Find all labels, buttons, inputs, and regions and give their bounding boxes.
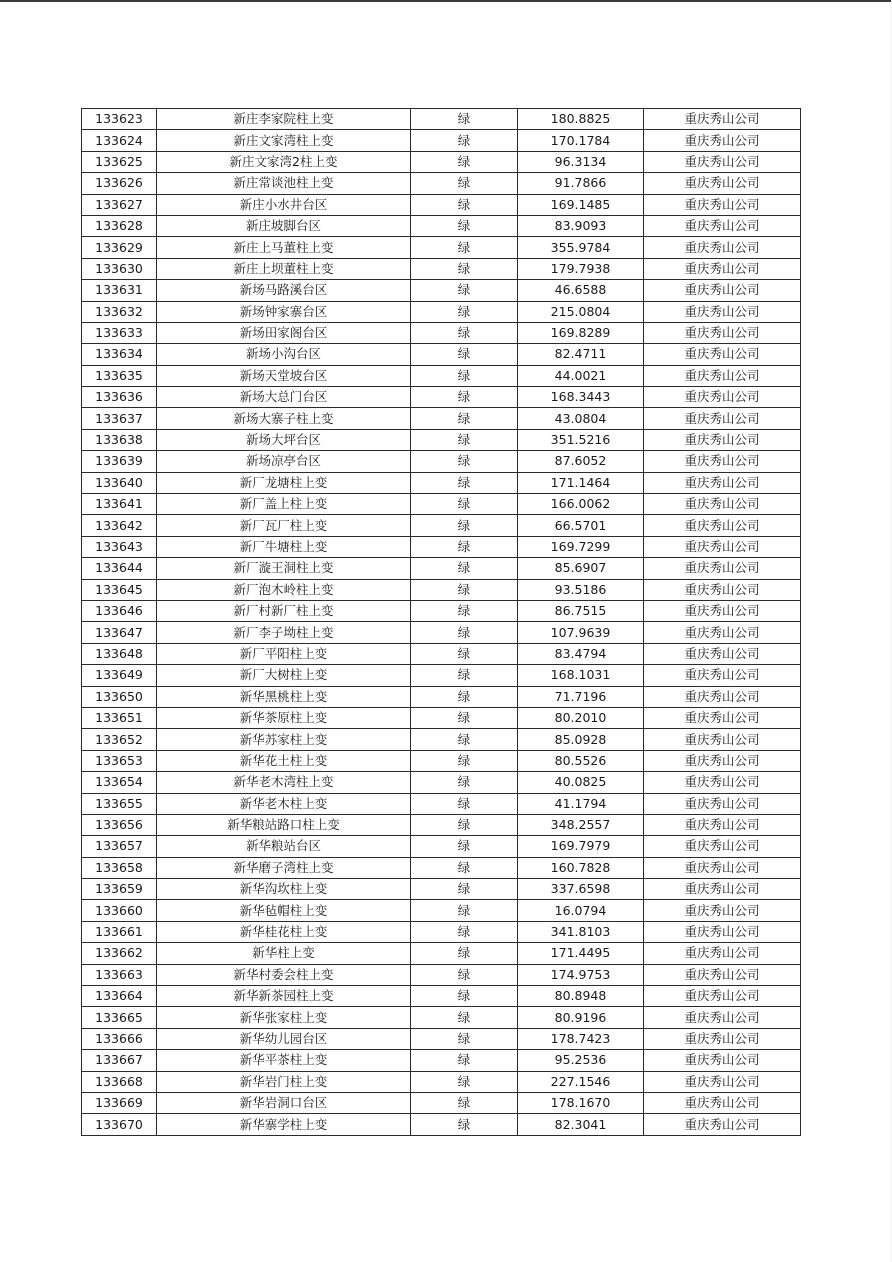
station-name-cell: 新场小沟台区 — [157, 344, 411, 365]
status-cell: 绿 — [411, 686, 518, 707]
value-cell: 85.6907 — [518, 558, 644, 579]
status-cell: 绿 — [411, 1092, 518, 1113]
status-cell: 绿 — [411, 365, 518, 386]
station-name-cell: 新华毡帽柱上变 — [157, 900, 411, 921]
value-cell: 87.6052 — [518, 451, 644, 472]
company-cell: 重庆秀山公司 — [644, 558, 801, 579]
station-name-cell: 新场大坪台区 — [157, 429, 411, 450]
station-name-cell: 新场田家阁台区 — [157, 322, 411, 343]
value-cell: 355.9784 — [518, 237, 644, 258]
company-cell: 重庆秀山公司 — [644, 322, 801, 343]
status-cell: 绿 — [411, 793, 518, 814]
station-name-cell: 新华粮站台区 — [157, 836, 411, 857]
row-id-cell: 133630 — [82, 258, 157, 279]
substation-table — [81, 108, 801, 1136]
row-id-cell: 133669 — [82, 1092, 157, 1113]
table-row — [82, 173, 801, 194]
station-name-cell: 新场凉亭台区 — [157, 451, 411, 472]
value-cell: 71.7196 — [518, 686, 644, 707]
row-id-cell: 133658 — [82, 857, 157, 878]
table-row — [82, 921, 801, 942]
value-cell: 180.8825 — [518, 109, 644, 130]
status-cell: 绿 — [411, 494, 518, 515]
row-id-cell: 133663 — [82, 964, 157, 985]
table-row — [82, 515, 801, 536]
value-cell: 215.0804 — [518, 301, 644, 322]
row-id-cell: 133659 — [82, 879, 157, 900]
table-row — [82, 365, 801, 386]
company-cell: 重庆秀山公司 — [644, 1028, 801, 1049]
company-cell: 重庆秀山公司 — [644, 986, 801, 1007]
status-cell: 绿 — [411, 215, 518, 236]
status-cell: 绿 — [411, 1050, 518, 1071]
status-cell: 绿 — [411, 536, 518, 557]
row-id-cell: 133660 — [82, 900, 157, 921]
table-row — [82, 707, 801, 728]
table-row — [82, 643, 801, 664]
table-row — [82, 258, 801, 279]
value-cell: 171.1464 — [518, 472, 644, 493]
company-cell: 重庆秀山公司 — [644, 109, 801, 130]
status-cell: 绿 — [411, 258, 518, 279]
company-cell: 重庆秀山公司 — [644, 194, 801, 215]
station-name-cell: 新华新茶园柱上变 — [157, 986, 411, 1007]
company-cell: 重庆秀山公司 — [644, 365, 801, 386]
status-cell: 绿 — [411, 750, 518, 771]
value-cell: 44.0021 — [518, 365, 644, 386]
status-cell: 绿 — [411, 130, 518, 151]
station-name-cell: 新华幼儿园台区 — [157, 1028, 411, 1049]
station-name-cell: 新华柱上变 — [157, 943, 411, 964]
company-cell: 重庆秀山公司 — [644, 237, 801, 258]
row-id-cell: 133657 — [82, 836, 157, 857]
status-cell: 绿 — [411, 558, 518, 579]
company-cell: 重庆秀山公司 — [644, 215, 801, 236]
table-row — [82, 857, 801, 878]
table-row — [82, 900, 801, 921]
status-cell: 绿 — [411, 173, 518, 194]
status-cell: 绿 — [411, 237, 518, 258]
company-cell: 重庆秀山公司 — [644, 793, 801, 814]
value-cell: 80.8948 — [518, 986, 644, 1007]
station-name-cell: 新厂盖上柱上变 — [157, 494, 411, 515]
station-name-cell: 新场天堂坡台区 — [157, 365, 411, 386]
station-name-cell: 新庄上坝董柱上变 — [157, 258, 411, 279]
station-name-cell: 新庄坡脚台区 — [157, 215, 411, 236]
station-name-cell: 新华岩门柱上变 — [157, 1071, 411, 1092]
status-cell: 绿 — [411, 921, 518, 942]
row-id-cell: 133637 — [82, 408, 157, 429]
value-cell: 178.1670 — [518, 1092, 644, 1113]
company-cell: 重庆秀山公司 — [644, 1114, 801, 1135]
status-cell: 绿 — [411, 707, 518, 728]
company-cell: 重庆秀山公司 — [644, 686, 801, 707]
status-cell: 绿 — [411, 900, 518, 921]
status-cell: 绿 — [411, 408, 518, 429]
row-id-cell: 133624 — [82, 130, 157, 151]
table-row — [82, 130, 801, 151]
row-id-cell: 133650 — [82, 686, 157, 707]
station-name-cell: 新华桂花柱上变 — [157, 921, 411, 942]
station-name-cell: 新庄文家湾2柱上变 — [157, 151, 411, 172]
station-name-cell: 新厂村新厂柱上变 — [157, 600, 411, 621]
value-cell: 16.0794 — [518, 900, 644, 921]
row-id-cell: 133635 — [82, 365, 157, 386]
row-id-cell: 133646 — [82, 600, 157, 621]
status-cell: 绿 — [411, 814, 518, 835]
station-name-cell: 新华老木湾柱上变 — [157, 772, 411, 793]
company-cell: 重庆秀山公司 — [644, 579, 801, 600]
table-row — [82, 986, 801, 1007]
station-name-cell: 新华张家柱上变 — [157, 1007, 411, 1028]
table-row — [82, 429, 801, 450]
company-cell: 重庆秀山公司 — [644, 472, 801, 493]
row-id-cell: 133626 — [82, 173, 157, 194]
row-id-cell: 133654 — [82, 772, 157, 793]
value-cell: 91.7866 — [518, 173, 644, 194]
row-id-cell: 133667 — [82, 1050, 157, 1071]
company-cell: 重庆秀山公司 — [644, 707, 801, 728]
row-id-cell: 133625 — [82, 151, 157, 172]
value-cell: 179.7938 — [518, 258, 644, 279]
table-row — [82, 301, 801, 322]
value-cell: 85.0928 — [518, 729, 644, 750]
value-cell: 95.2536 — [518, 1050, 644, 1071]
station-name-cell: 新庄上马董柱上变 — [157, 237, 411, 258]
table-row — [82, 729, 801, 750]
value-cell: 169.8289 — [518, 322, 644, 343]
status-cell: 绿 — [411, 1028, 518, 1049]
station-name-cell: 新华茶原柱上变 — [157, 707, 411, 728]
row-id-cell: 133634 — [82, 344, 157, 365]
table-row — [82, 237, 801, 258]
company-cell: 重庆秀山公司 — [644, 772, 801, 793]
value-cell: 43.0804 — [518, 408, 644, 429]
table-row — [82, 1028, 801, 1049]
company-cell: 重庆秀山公司 — [644, 1050, 801, 1071]
value-cell: 107.9639 — [518, 622, 644, 643]
station-name-cell: 新厂牛塘柱上变 — [157, 536, 411, 557]
company-cell: 重庆秀山公司 — [644, 515, 801, 536]
table-row — [82, 280, 801, 301]
station-name-cell: 新华沟坎柱上变 — [157, 879, 411, 900]
status-cell: 绿 — [411, 665, 518, 686]
row-id-cell: 133668 — [82, 1071, 157, 1092]
table-row — [82, 408, 801, 429]
status-cell: 绿 — [411, 472, 518, 493]
row-id-cell: 133670 — [82, 1114, 157, 1135]
company-cell: 重庆秀山公司 — [644, 857, 801, 878]
row-id-cell: 133627 — [82, 194, 157, 215]
station-name-cell: 新庄小水井台区 — [157, 194, 411, 215]
status-cell: 绿 — [411, 451, 518, 472]
station-name-cell: 新华磨子湾柱上变 — [157, 857, 411, 878]
station-name-cell: 新厂李子坳柱上变 — [157, 622, 411, 643]
value-cell: 46.6588 — [518, 280, 644, 301]
status-cell: 绿 — [411, 515, 518, 536]
value-cell: 41.1794 — [518, 793, 644, 814]
row-id-cell: 133666 — [82, 1028, 157, 1049]
row-id-cell: 133643 — [82, 536, 157, 557]
company-cell: 重庆秀山公司 — [644, 750, 801, 771]
value-cell: 169.7299 — [518, 536, 644, 557]
row-id-cell: 133645 — [82, 579, 157, 600]
table-row — [82, 472, 801, 493]
value-cell: 80.5526 — [518, 750, 644, 771]
row-id-cell: 133640 — [82, 472, 157, 493]
company-cell: 重庆秀山公司 — [644, 665, 801, 686]
status-cell: 绿 — [411, 344, 518, 365]
row-id-cell: 133661 — [82, 921, 157, 942]
status-cell: 绿 — [411, 579, 518, 600]
row-id-cell: 133629 — [82, 237, 157, 258]
table-row — [82, 322, 801, 343]
station-name-cell: 新庄李家院柱上变 — [157, 109, 411, 130]
value-cell: 82.4711 — [518, 344, 644, 365]
row-id-cell: 133655 — [82, 793, 157, 814]
company-cell: 重庆秀山公司 — [644, 536, 801, 557]
value-cell: 178.7423 — [518, 1028, 644, 1049]
company-cell: 重庆秀山公司 — [644, 921, 801, 942]
company-cell: 重庆秀山公司 — [644, 494, 801, 515]
company-cell: 重庆秀山公司 — [644, 1092, 801, 1113]
value-cell: 82.3041 — [518, 1114, 644, 1135]
company-cell: 重庆秀山公司 — [644, 451, 801, 472]
table-row — [82, 943, 801, 964]
value-cell: 169.7979 — [518, 836, 644, 857]
value-cell: 168.1031 — [518, 665, 644, 686]
status-cell: 绿 — [411, 943, 518, 964]
company-cell: 重庆秀山公司 — [644, 622, 801, 643]
station-name-cell: 新华粮站路口柱上变 — [157, 814, 411, 835]
row-id-cell: 133628 — [82, 215, 157, 236]
value-cell: 170.1784 — [518, 130, 644, 151]
table-row — [82, 579, 801, 600]
row-id-cell: 133656 — [82, 814, 157, 835]
table-row — [82, 451, 801, 472]
table-row — [82, 1114, 801, 1135]
station-name-cell: 新厂平阳柱上变 — [157, 643, 411, 664]
table-row — [82, 964, 801, 985]
company-cell: 重庆秀山公司 — [644, 173, 801, 194]
value-cell: 341.8103 — [518, 921, 644, 942]
status-cell: 绿 — [411, 109, 518, 130]
table-row — [82, 1050, 801, 1071]
company-cell: 重庆秀山公司 — [644, 258, 801, 279]
value-cell: 96.3134 — [518, 151, 644, 172]
row-id-cell: 133648 — [82, 643, 157, 664]
table-row — [82, 686, 801, 707]
company-cell: 重庆秀山公司 — [644, 643, 801, 664]
status-cell: 绿 — [411, 836, 518, 857]
station-name-cell: 新厂龙塘柱上变 — [157, 472, 411, 493]
company-cell: 重庆秀山公司 — [644, 280, 801, 301]
value-cell: 66.5701 — [518, 515, 644, 536]
company-cell: 重庆秀山公司 — [644, 729, 801, 750]
status-cell: 绿 — [411, 1071, 518, 1092]
value-cell: 166.0062 — [518, 494, 644, 515]
status-cell: 绿 — [411, 151, 518, 172]
row-id-cell: 133662 — [82, 943, 157, 964]
company-cell: 重庆秀山公司 — [644, 1071, 801, 1092]
table-row — [82, 814, 801, 835]
table-row — [82, 665, 801, 686]
table-row — [82, 536, 801, 557]
table-row — [82, 772, 801, 793]
station-name-cell: 新场钟家寨台区 — [157, 301, 411, 322]
value-cell: 168.3443 — [518, 387, 644, 408]
company-cell: 重庆秀山公司 — [644, 943, 801, 964]
value-cell: 351.5216 — [518, 429, 644, 450]
station-name-cell: 新厂泡木岭柱上变 — [157, 579, 411, 600]
row-id-cell: 133651 — [82, 707, 157, 728]
table-row — [82, 622, 801, 643]
station-name-cell: 新华村委会柱上变 — [157, 964, 411, 985]
company-cell: 重庆秀山公司 — [644, 964, 801, 985]
table-row — [82, 879, 801, 900]
company-cell: 重庆秀山公司 — [644, 151, 801, 172]
row-id-cell: 133652 — [82, 729, 157, 750]
row-id-cell: 133639 — [82, 451, 157, 472]
station-name-cell: 新场大寨子柱上变 — [157, 408, 411, 429]
table-row — [82, 387, 801, 408]
table-row — [82, 600, 801, 621]
value-cell: 169.1485 — [518, 194, 644, 215]
row-id-cell: 133642 — [82, 515, 157, 536]
status-cell: 绿 — [411, 387, 518, 408]
table-row — [82, 793, 801, 814]
row-id-cell: 133638 — [82, 429, 157, 450]
value-cell: 80.2010 — [518, 707, 644, 728]
value-cell: 83.4794 — [518, 643, 644, 664]
table-row — [82, 194, 801, 215]
status-cell: 绿 — [411, 643, 518, 664]
station-name-cell: 新华花土柱上变 — [157, 750, 411, 771]
company-cell: 重庆秀山公司 — [644, 600, 801, 621]
station-name-cell: 新华寨学柱上变 — [157, 1114, 411, 1135]
value-cell: 86.7515 — [518, 600, 644, 621]
row-id-cell: 133647 — [82, 622, 157, 643]
table-row — [82, 151, 801, 172]
status-cell: 绿 — [411, 1114, 518, 1135]
table-row — [82, 558, 801, 579]
table-row — [82, 1092, 801, 1113]
company-cell: 重庆秀山公司 — [644, 344, 801, 365]
row-id-cell: 133641 — [82, 494, 157, 515]
row-id-cell: 133623 — [82, 109, 157, 130]
status-cell: 绿 — [411, 879, 518, 900]
status-cell: 绿 — [411, 429, 518, 450]
value-cell: 174.9753 — [518, 964, 644, 985]
station-name-cell: 新庄常谈池柱上变 — [157, 173, 411, 194]
table-row — [82, 344, 801, 365]
row-id-cell: 133633 — [82, 322, 157, 343]
station-name-cell: 新华老木柱上变 — [157, 793, 411, 814]
station-name-cell: 新庄文家湾柱上变 — [157, 130, 411, 151]
value-cell: 160.7828 — [518, 857, 644, 878]
value-cell: 80.9196 — [518, 1007, 644, 1028]
company-cell: 重庆秀山公司 — [644, 900, 801, 921]
company-cell: 重庆秀山公司 — [644, 387, 801, 408]
table-row — [82, 215, 801, 236]
value-cell: 83.9093 — [518, 215, 644, 236]
status-cell: 绿 — [411, 322, 518, 343]
status-cell: 绿 — [411, 301, 518, 322]
company-cell: 重庆秀山公司 — [644, 1007, 801, 1028]
company-cell: 重庆秀山公司 — [644, 301, 801, 322]
value-cell: 337.6598 — [518, 879, 644, 900]
row-id-cell: 133664 — [82, 986, 157, 1007]
station-name-cell: 新厂大树柱上变 — [157, 665, 411, 686]
value-cell: 171.4495 — [518, 943, 644, 964]
table-row — [82, 750, 801, 771]
status-cell: 绿 — [411, 622, 518, 643]
status-cell: 绿 — [411, 964, 518, 985]
status-cell: 绿 — [411, 600, 518, 621]
status-cell: 绿 — [411, 280, 518, 301]
station-name-cell: 新场马路溪台区 — [157, 280, 411, 301]
page-top-border — [0, 0, 892, 2]
value-cell: 93.5186 — [518, 579, 644, 600]
station-name-cell: 新华岩洞口台区 — [157, 1092, 411, 1113]
row-id-cell: 133644 — [82, 558, 157, 579]
table-row — [82, 494, 801, 515]
station-name-cell: 新厂瓦厂柱上变 — [157, 515, 411, 536]
row-id-cell: 133636 — [82, 387, 157, 408]
row-id-cell: 133631 — [82, 280, 157, 301]
row-id-cell: 133649 — [82, 665, 157, 686]
company-cell: 重庆秀山公司 — [644, 879, 801, 900]
station-name-cell: 新华苏家柱上变 — [157, 729, 411, 750]
station-name-cell: 新场大总门台区 — [157, 387, 411, 408]
status-cell: 绿 — [411, 194, 518, 215]
table-body — [82, 109, 801, 1136]
status-cell: 绿 — [411, 772, 518, 793]
company-cell: 重庆秀山公司 — [644, 130, 801, 151]
value-cell: 348.2557 — [518, 814, 644, 835]
station-name-cell: 新华黑桃柱上变 — [157, 686, 411, 707]
status-cell: 绿 — [411, 857, 518, 878]
table-row — [82, 1007, 801, 1028]
station-name-cell: 新华平茶柱上变 — [157, 1050, 411, 1071]
company-cell: 重庆秀山公司 — [644, 408, 801, 429]
value-cell: 227.1546 — [518, 1071, 644, 1092]
table-row — [82, 109, 801, 130]
row-id-cell: 133632 — [82, 301, 157, 322]
company-cell: 重庆秀山公司 — [644, 836, 801, 857]
status-cell: 绿 — [411, 729, 518, 750]
status-cell: 绿 — [411, 986, 518, 1007]
company-cell: 重庆秀山公司 — [644, 814, 801, 835]
row-id-cell: 133653 — [82, 750, 157, 771]
status-cell: 绿 — [411, 1007, 518, 1028]
table-row — [82, 1071, 801, 1092]
row-id-cell: 133665 — [82, 1007, 157, 1028]
value-cell: 40.0825 — [518, 772, 644, 793]
table-row — [82, 836, 801, 857]
company-cell: 重庆秀山公司 — [644, 429, 801, 450]
station-name-cell: 新厂漩王洞柱上变 — [157, 558, 411, 579]
